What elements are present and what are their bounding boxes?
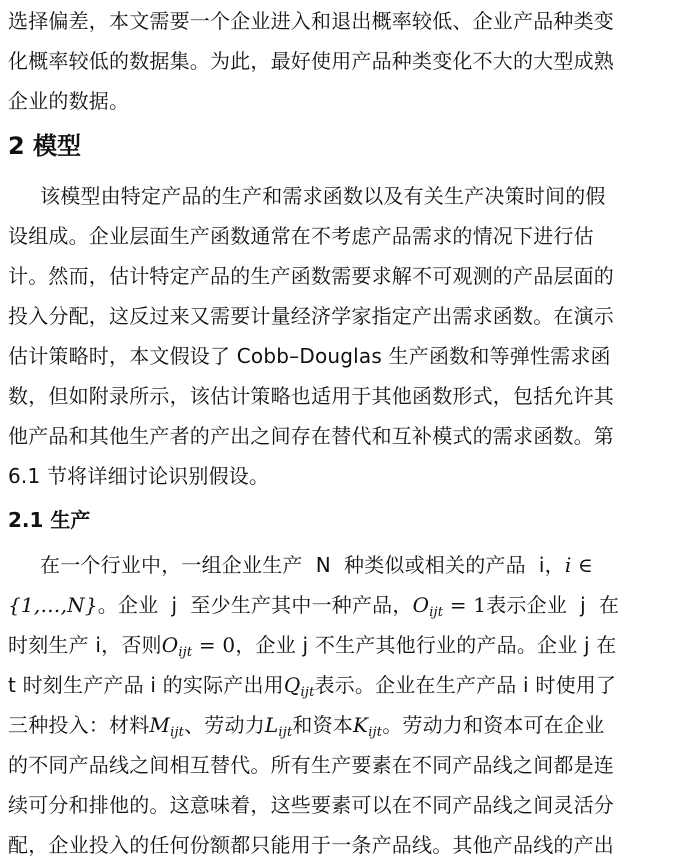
s21-l5-sub-m: ijt: [170, 725, 185, 740]
s21-l3-eq: = 0: [192, 633, 236, 657]
section-2-line-4: 投入分配，这反过来又需要计量经济学家指定产出需求函数。在演示: [8, 304, 614, 328]
section-2-line-6: 数，但如附录所示，该估计策略也适用于其他函数形式，包括允许其: [8, 384, 614, 408]
s21-l4-math-q: Q: [283, 673, 301, 697]
s21-l2-eq: = 1: [443, 593, 487, 617]
s21-l5-math-m: M: [149, 713, 171, 737]
section-2-1-line-4: [8, 671, 616, 707]
s21-l1-text: 在一个行业中，一组企业生产 N 种类似或相关的产品 i，: [40, 553, 565, 577]
s21-l2-text-a: 。企业 j 至少生产其中一种产品，: [97, 593, 413, 617]
intro-line-3: 企业的数据。: [8, 89, 130, 113]
s21-l4-text-a: t 时刻生产产品 i 的实际产出用: [8, 673, 284, 697]
s21-l5-math-k: K: [353, 713, 369, 737]
s21-l1-math: i ∈: [564, 553, 594, 577]
section-2-1-line-7: 续可分和排他的。这意味着，这些要素可以在不同产品线之间灵活分: [8, 793, 614, 817]
s21-l2-math-o: O: [412, 593, 430, 617]
section-2-1-heading: 2.1 生产: [8, 508, 91, 532]
section-2-line-8: 6.1 节将详细讨论识别假设。: [8, 464, 270, 488]
s21-l2-sub: ijt: [429, 605, 444, 620]
s21-l5-math-l: L: [264, 713, 279, 737]
section-2-1-line-5: [8, 711, 604, 747]
section-2-line-1-text: 该模型由特定产品的生产和需求函数以及有关生产决策时间的假: [40, 184, 606, 208]
s21-l3-math-o: O: [161, 633, 179, 657]
s21-l3-text-b: ，企业 j 不生产其他行业的产品。企业 j 在: [235, 633, 617, 657]
s21-l4-sub: ijt: [300, 685, 315, 700]
intro-line-1: 选择偏差，本文需要一个企业进入和退出概率较低、企业产品种类变: [8, 9, 614, 33]
section-2-1-line-2: [8, 591, 619, 627]
section-2-1-line-1: [8, 551, 593, 579]
s21-l5-text-c: 和资本: [292, 713, 354, 737]
section-2-heading: 2 模型: [8, 132, 82, 160]
s21-l4-text-b: 表示。企业在生产产品 i 时使用了: [314, 673, 617, 697]
s21-l2-text-b: 表示企业 j 在: [486, 593, 620, 617]
intro-line-2: 化概率较低的数据集。为此，最好使用产品种类变化不大的大型成熟: [8, 49, 614, 73]
s21-l5-sub-l: ijt: [278, 725, 293, 740]
s21-l3-text-a: 时刻生产 i，否则: [8, 633, 162, 657]
s21-l2-math-set: {1,…,N}: [8, 593, 98, 617]
section-2-line-3: 计。然而，估计特定产品的生产函数需要求解不可观测的产品层面的: [8, 264, 614, 288]
s21-l3-sub: ijt: [178, 645, 193, 660]
s21-l5-text-d: 。劳动力和资本可在企业: [382, 713, 605, 737]
s21-l5-text-a: 三种投入：材料: [8, 713, 150, 737]
section-2-line-2: 设组成。企业层面生产函数通常在不考虑产品需求的情况下进行估: [8, 224, 594, 248]
section-2-line-5: 估计策略时，本文假设了 Cobb–Douglas 生产函数和等弹性需求函: [8, 344, 611, 368]
section-2-1-line-3: [8, 631, 617, 667]
section-2-1-line-8: 配，企业投入的任何份额都只能用于一条产品线。其他产品线的产出: [8, 833, 614, 857]
section-2-1-line-6: 的不同产品线之间相互替代。所有生产要素在不同产品线之间都是连: [8, 753, 614, 777]
s21-l5-sub-k: ijt: [368, 725, 383, 740]
s21-l5-text-b: 、劳动力: [184, 713, 265, 737]
section-2-line-7: 他产品和其他生产者的产出之间存在替代和互补模式的需求函数。第: [8, 424, 614, 448]
section-2-line-1: [8, 182, 606, 210]
